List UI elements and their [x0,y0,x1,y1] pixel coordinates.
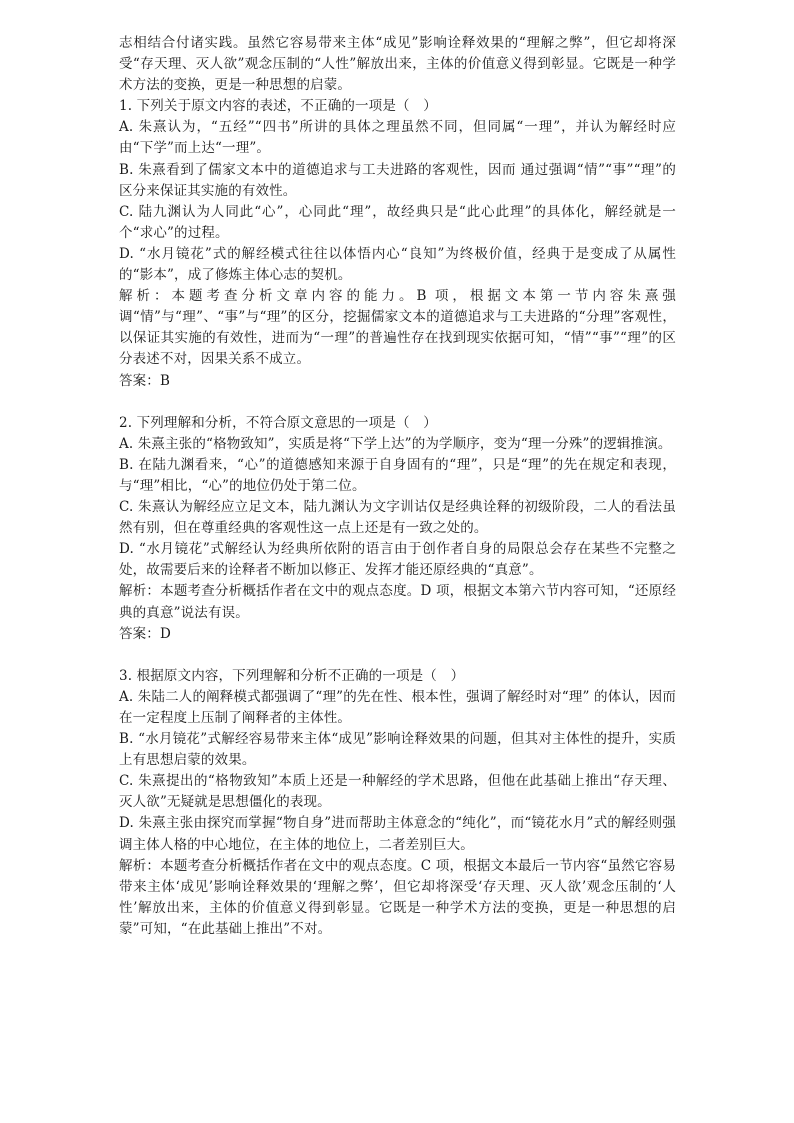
option-b: B. 在陆九渊看来，“心”的道德感知来源于自身固有的“理”，只是“理”的先在规定和表现，与“理”相比，“心”的地位仍处于第二位。 [119,456,676,494]
blank-line [119,645,676,666]
question-3 [119,666,676,940]
option-c: C. 朱熹提出的“格物致知”本质上还是一种解经的学术思路，但他在此基础上推出“存天理、灭人欲”无疑就是思想僵化的表现。 [119,773,676,811]
option-d: D. “水月镜花”式的解经模式往往以体悟内心“良知”为终极价值，经典于是变成了从属性的“影本”，成了修炼主体心志的契机。 [119,245,676,284]
intro-paragraph: 志相结合付诸实践。虽然它容易带来主体“成见”影响诠释效果的“理解之弊”，但它却将深受“存天理、灭人欲”观念压制的“人性”解放出来，主体的价值意义得到彰显。它既是一种学术方法的变换，更是一种思想的启蒙。 [119,35,676,94]
option-a: A. 朱陆二人的阐释模式都强调了“理”的先在性、根本性，强调了解经时对“理” 的体认，因而在一定程度上压制了阐释者的主体性。 [119,688,676,726]
option-c: C. 陆九渊认为人同此“心”，心同此“理”，故经典只是“此心此理”的具体化，解经就是一个“求心”的过程。 [119,203,676,241]
option-d: D. “水月镜花”式解经认为经典所依附的语言由于创作者自身的局限总会存在某些不完整之处，故需要后来的诠释者不断加以修正、发挥才能还原经典的“真意”。 [119,541,676,579]
option-a: A. 朱熹主张的“格物致知”，实质是将“下学上达”的为学顺序，变为“理一分殊”的逻辑推演。 [119,435,672,452]
answer-line: 答案：B [119,372,171,389]
blank-line [119,392,676,413]
option-b: B. “水月镜花”式解经容易带来主体“成见”影响诠释效果的问题，但其对主体性的提升，实质上有思想启蒙的效果。 [119,731,676,769]
option-d: D. 朱熹主张由探究而掌握“物自身”进而帮助主体意念的“纯化”，而“镜花水月”式的解经则强调主体人格的中心地位，在主体的地位上，二者差别巨大。 [119,815,676,853]
option-a: A. 朱熹认为，“五经”“四书”所讲的具体之理虽然不同，但同属“一理”，并认为解经时应由“下学”而上达“一理”。 [119,119,676,157]
document-page [119,33,676,940]
option-c: C. 朱熹认为解经应立足文本，陆九渊认为文字训诂仅是经典诠释的初级阶段，二人的看法虽然有别，但在尊重经典的客观性这一点上还是有一致之处的。 [119,499,676,537]
analysis-paragraph: 解析：本题考查分析概括作者在文中的观点态度。C 项，根据文本最后一节内容“虽然它容易带来主体‘成见’影响诠释效果的‘理解之弊’，但它却将深受‘存天理、灭人欲’观念压制的‘人性’解放出来，主体的价值意义得到彰显。它既是一种学术方法的变换，更是一种思想的启蒙”可知，“在此基础上推出”不对。 [119,857,676,937]
answer-line: 答案：D [119,625,171,642]
question-stem: 3. 根据原文内容，下列理解和分析不正确的一项是（ ） [119,667,465,684]
option-b: B. 朱熹看到了儒家文本中的道德追求与工夫进路的客观性，因而 通过强调“情”“事”“理”的区分来保证其实施的有效性。 [119,161,676,199]
question-2 [119,413,676,645]
analysis-paragraph: 解析：本题考查分析概括作者在文中的观点态度。D 项，根据文本第六节内容可知，“还原经典的真意”说法有误。 [119,583,676,621]
question-1 [119,96,676,391]
analysis-paragraph: 解析：本题考查分析文章内容的能力。B 项，根据文本第一节内容朱熹强调“情”与“理”、“事”与“理”的区分，挖掘儒家文本的道德追求与工夫进路的“分理”客观性，以保证其实施的有效性，进而为“一理”的普遍性存在找到现实依据可知，“情”“事”“理”的区分表述不对，因果关系不成立。 [119,288,676,368]
question-stem: 1. 下列关于原文内容的表述，不正确的一项是（ ） [119,98,437,115]
question-stem: 2. 下列理解和分析，不符合原文意思的一项是（ ） [119,414,437,431]
